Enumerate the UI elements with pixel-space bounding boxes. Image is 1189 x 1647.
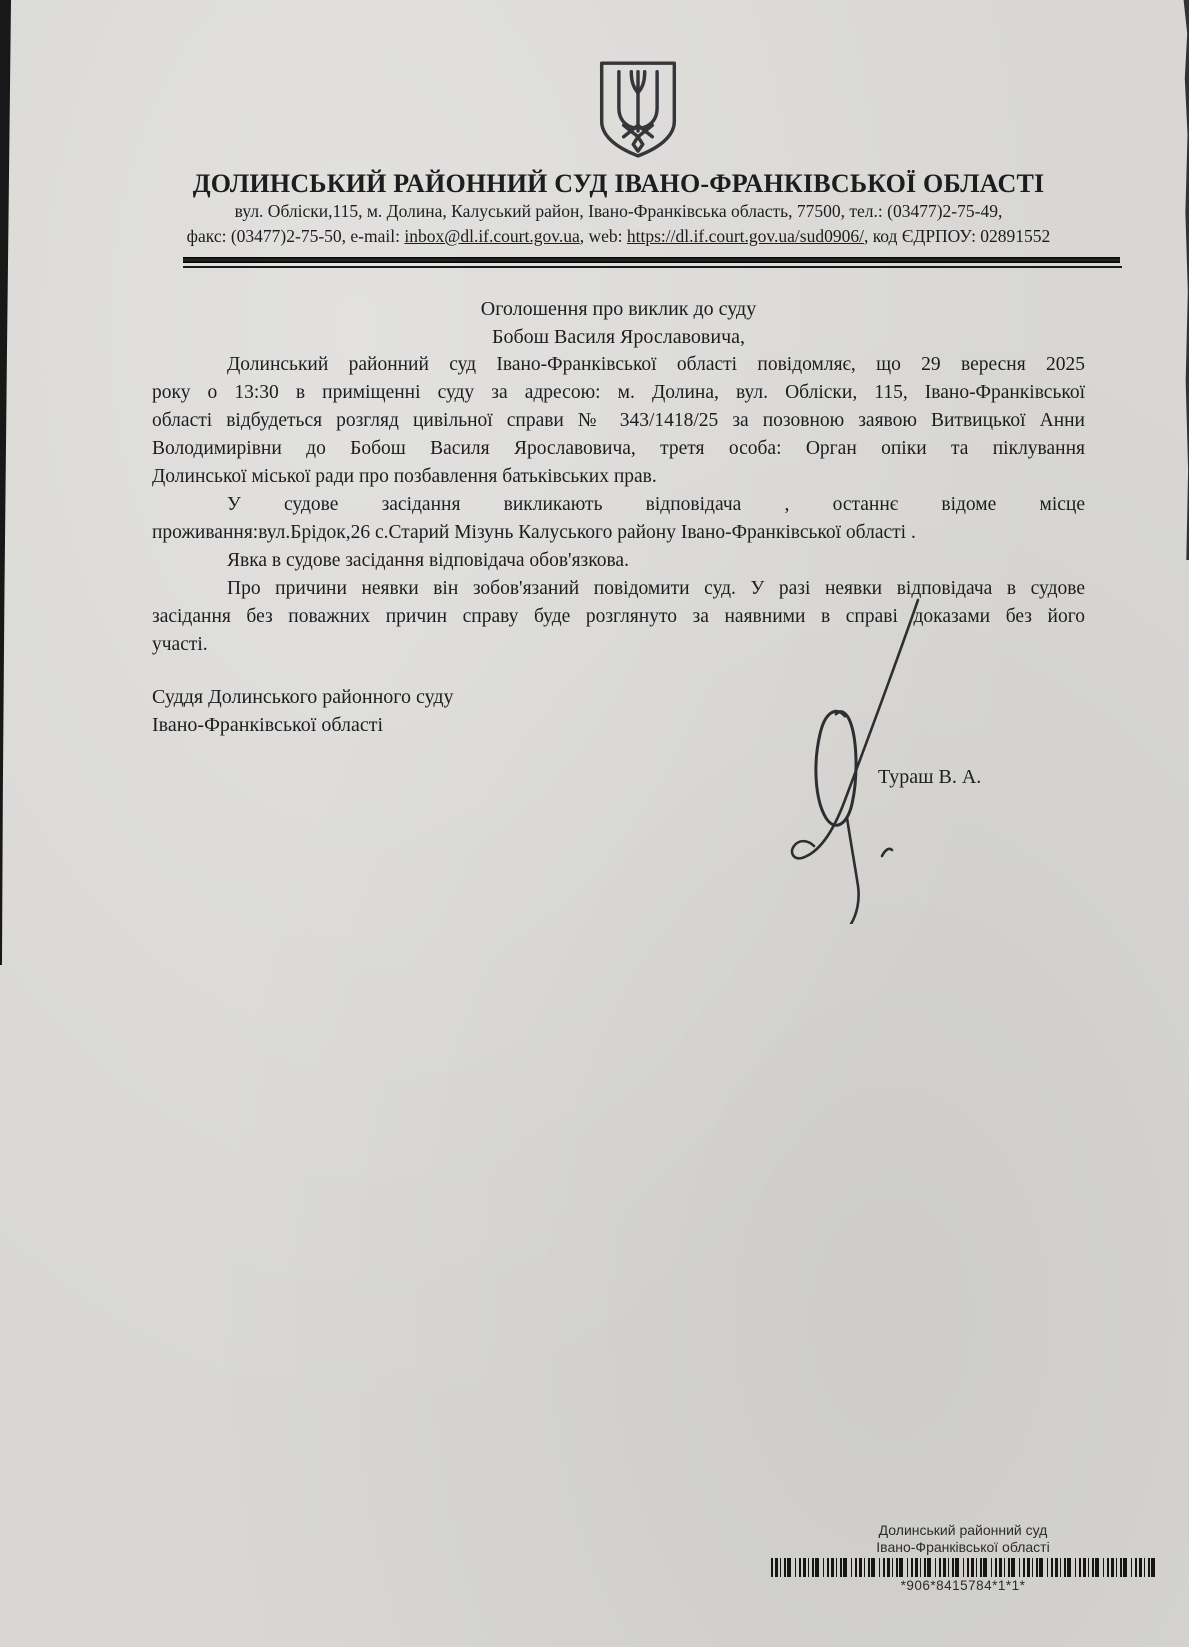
contact-suffix: , код ЄДРПОУ: 02891552 xyxy=(863,226,1051,246)
judge-name: Тураш В. А. xyxy=(878,766,982,788)
registration-stamp xyxy=(765,1522,1161,1594)
document-content xyxy=(152,0,1085,739)
court-address-line: вул. Обліски,115, м. Долина, Калуський район, Івано-Франківська область, 77500, тел.: (03477)2-75-49, xyxy=(234,201,1003,221)
body-line: участі. xyxy=(152,634,208,655)
court-email-link[interactable]: inbox@dl.if.court.gov.ua xyxy=(404,226,580,246)
body-line: області відбудеться розгляд цивільної справи № 343/1418/25 за позовною заявою Витвицької Анни xyxy=(152,410,1085,431)
announcement-body xyxy=(152,351,1085,659)
contact-prefix: факс: (03477)2-75-50, e-mail: xyxy=(186,226,405,246)
body-line: Володимирівни до Бобош Василя Ярославовича, третя особа: Орган опіки та піклування xyxy=(152,438,1085,459)
body-line: проживання:вул.Брідок,26 с.Старий Мізунь Калуського району Івано-Франківської області . xyxy=(152,522,916,543)
document-barcode-icon xyxy=(771,1558,1155,1577)
scan-edge-artifact-left xyxy=(0,0,11,965)
court-name-heading: ДОЛИНСЬКИЙ РАЙОННИЙ СУД ІВАНО-ФРАНКІВСЬКОЇ ОБЛАСТІ xyxy=(192,169,1045,198)
judge-role-block xyxy=(152,683,1085,739)
stamp-court-name: Долинський районний суд xyxy=(878,1522,1048,1538)
header-divider-rule-thin xyxy=(183,266,1122,268)
stamp-court-region: Івано-Франківської області xyxy=(876,1539,1050,1555)
ukraine-trident-emblem-icon xyxy=(595,60,681,165)
court-contact-line xyxy=(152,224,1085,249)
announcement-title: Оголошення про виклик до суду xyxy=(480,298,757,320)
scan-edge-artifact-right xyxy=(1183,0,1189,560)
announcement-addressee: Бобош Василя Ярославовича, xyxy=(492,326,745,348)
body-line: року о 13:30 в приміщенні суду за адресою: м. Долина, вул. Обліски, 115, Івано-Франківської xyxy=(152,382,1085,403)
court-website-link[interactable]: https://dl.if.court.gov.ua/sud0906/ xyxy=(626,226,864,246)
body-line: Долинський районний суд Івано-Франківської області повідомляє, що 29 вересня 2025 xyxy=(227,354,1085,375)
barcode-value: *906*8415784*1*1* xyxy=(900,1578,1026,1593)
body-line: Про причини неявки він зобов'язаний повідомити суд. У разі неявки відповідача в судове xyxy=(227,578,1085,599)
body-line: Долинської міської ради про позбавлення батьківських прав. xyxy=(152,466,657,487)
judge-role-line: Івано-Франківської області xyxy=(152,714,384,736)
judge-role-line: Суддя Долинського районного суду xyxy=(152,686,454,708)
body-line: У судове засідання викликають відповідача , останнє відоме місце xyxy=(227,494,1085,515)
body-line: Явка в судове засідання відповідача обов'язкова. xyxy=(227,550,629,571)
contact-mid: , web: xyxy=(579,226,627,246)
header-divider-rule xyxy=(183,257,1120,263)
body-line: засідання без поважних причин справу буде розглянуто за наявними в справі доказами без його xyxy=(152,606,1085,627)
